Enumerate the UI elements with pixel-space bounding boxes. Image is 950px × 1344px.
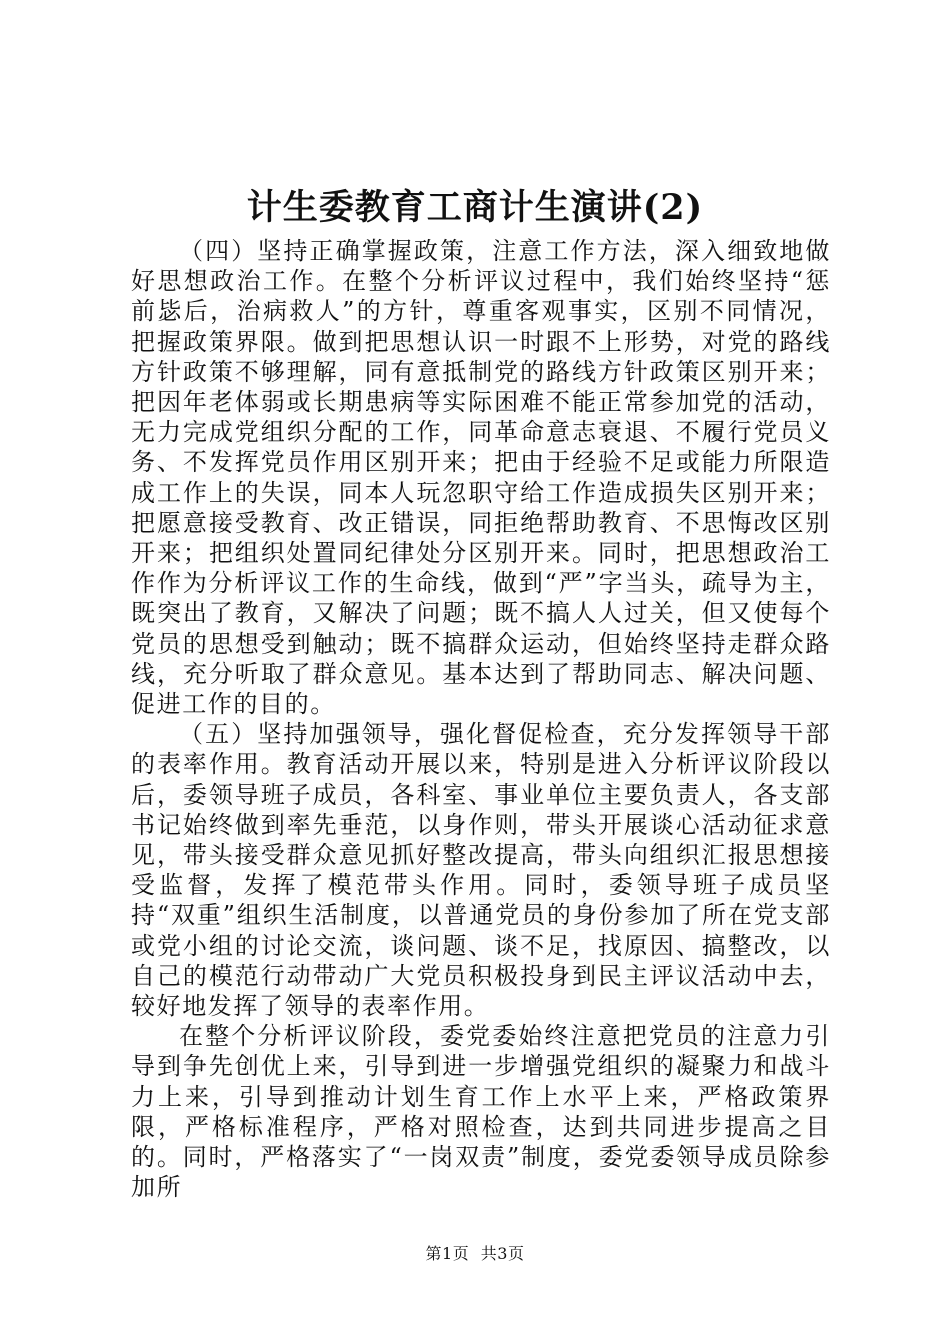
page-title: 计生委教育工商计生演讲(2) — [246, 187, 704, 228]
paragraph-evaluation-stage: 在整个分析评议阶段，委党委始终注意把党员的注意力引导到争先创优上来，引导到进一步增强党组织的凝聚力和战斗力上来，引导到推动计划生育工作上水平上来，严格政策界限，严格标准程序，严格对照检查，达到共同进步提高之目的。同时，严格落实了“一岗双责”制度，委党委领导成员除参加所 — [131, 1022, 831, 1202]
page-number: 第1页 — [425, 1244, 470, 1263]
document-body — [131, 236, 831, 1203]
page-footer — [0, 1244, 950, 1264]
paragraph-five: （五）坚持加强领导，强化督促检查，充分发挥领导干部的表率作用。教育活动开展以来，特别是进入分析评议阶段以后，委领导班子成员，各科室、事业单位主要负责人，各支部书记始终做到率先垂范，以身作则，带头开展谈心活动征求意见，带头接受群众意见抓好整改提高，带头向组织汇报思想接受监督，发挥了模范带头作用。同时，委领导班子成员坚持“双重”组织生活制度，以普通党员的身份参加了所在党支部或党小组的讨论交流，谈问题、谈不足，找原因、搞整改，以自己的模范行动带动广大党员积极投身到民主评议活动中去，较好地发挥了领导的表率作用。 — [131, 720, 831, 1021]
paragraph-four: （四）坚持正确掌握政策，注意工作方法，深入细致地做好思想政治工作。在整个分析评议过程中，我们始终坚持“惩前毖后，治病救人”的方针，尊重客观事实，区别不同情况，把握政策界限。做到把思想认识一时跟不上形势，对党的路线方针政策不够理解，同有意抵制党的路线方针政策区别开来；把因年老体弱或长期患病等实际困难不能正常参加党的活动，无力完成党组织分配的工作，同革命意志衰退、不履行党员义务、不发挥党员作用区别开来；把由于经验不足或能力所限造成工作上的失误，同本人玩忽职守给工作造成损失区别开来；把愿意接受教育、改正错误，同拒绝帮助教育、不思悔改区别开来；把组织处置同纪律处分区别开来。同时，把思想政治工作作为分析评议工作的生命线，做到“严”字当头，疏导为主，既突出了教育，又解决了问题；既不搞人人过关，但又使每个党员的思想受到触动；既不搞群众运动，但始终坚持走群众路线，充分听取了群众意见。基本达到了帮助同志、解决问题、促进工作的目的。 — [131, 237, 831, 719]
page-total: 共3页 — [480, 1244, 525, 1263]
